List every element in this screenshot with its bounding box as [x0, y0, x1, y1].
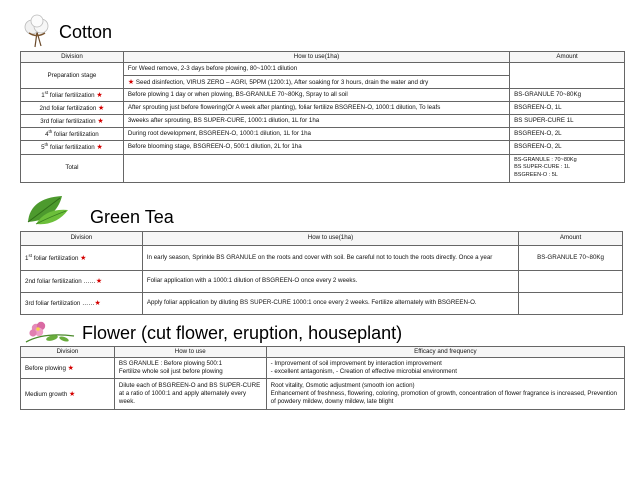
cotton-table — [20, 51, 625, 183]
star-icon: ★ — [96, 92, 103, 100]
tea-header-amount: Amount — [519, 232, 623, 246]
tea-table — [20, 231, 623, 315]
flower-table — [20, 346, 625, 410]
cotton-title: Cotton — [59, 22, 113, 42]
star-icon: ★ — [127, 78, 135, 86]
cotton-icon — [20, 14, 54, 48]
cotton-prep-line1: For Weed remove, 2-3 days before plowing, 80~100:1 dilution — [123, 63, 509, 76]
star-icon: ★ — [80, 254, 87, 262]
star-icon: ★ — [69, 390, 76, 398]
cotton-header-division: Division — [21, 52, 124, 63]
tea-leaf-icon — [22, 192, 70, 228]
total-row: Total BS-GRANULE : 70~80Kg BS SUPER-CURE : 1L BSGREEN-O : 5L — [21, 154, 625, 182]
table-row: 1st foliar fertilization ★ Before plowing 1 day or when plowing, BS-GRANULE 70~80Kg, Spray to all soil BS-GRANULE 70~80Kg — [21, 89, 625, 102]
table-row: 5th foliar fertilization ★ Before blooming stage, BSGREEN-O, 500:1 dilution, 2L for 1ha BSGREEN-O, 2L — [21, 141, 625, 154]
star-icon: ★ — [94, 299, 101, 307]
cotton-header-amount: Amount — [510, 52, 625, 63]
tea-title: Green Tea — [90, 207, 174, 227]
table-row: 2nd foliar fertilization ★ After sprouting just before flowering(Or A week after planting), foliar fertilize BSGREEN-O, 1000:1 dilution, To leafs BSGREEN-O, 1L — [21, 102, 625, 115]
cotton-prep-line2: ★ Seed disinfection, VIRUS ZERO – AGRI, 5PPM (1200:1), After soaking for 3 hours, drain the water and dry — [123, 76, 509, 89]
table-row: 2nd foliar fertilization ……★ Foliar application with a 1000:1 dilution of BSGREEN-O once every 2 weeks. — [21, 271, 623, 293]
star-icon: ★ — [67, 364, 74, 372]
star-icon: ★ — [97, 117, 104, 125]
star-icon: ★ — [96, 144, 103, 152]
table-row: 4th foliar fertilization During root development, BSGREEN-O, 1000:1 dilution, 1L for 1ha BSGREEN-O, 2L — [21, 128, 625, 141]
table-row: Medium growth ★ Dilute each of BSGREEN-O and BS SUPER-CURE at a ratio of 1000:1 and apply alternately every week. Root vitality, Osmotic adjustment (smooth ion action) Enhancement of freshness, flowering, coloring, promotion of growth, concentration of flower fragrance is increased, Prevention of powdery mildew, downy mildew, late blight — [21, 379, 625, 410]
star-icon: ★ — [95, 277, 103, 285]
star-icon: ★ — [98, 104, 105, 112]
table-row: 3rd foliar fertilization ★ 3weeks after sprouting, BS SUPER-CURE, 1000:1 dilution, 1L for 1ha BS SUPER-CURE 1L — [21, 115, 625, 128]
flower-header-how-to-use: How to use — [114, 347, 266, 358]
table-row: 3rd foliar fertilization ……★ Apply foliar application by diluting BS SUPER-CURE 1000:1 once every 2 weeks. Fertilize alternately with BSGREEN-O. — [21, 293, 623, 315]
tea-header-how-to-use: How to use(1ha) — [142, 232, 518, 246]
flower-header-efficacy: Efficacy and frequency — [266, 347, 624, 358]
flower-title: Flower (cut flower, eruption, houseplant) — [82, 323, 403, 343]
tea-header-division: Division — [21, 232, 143, 246]
table-row: Before plowing ★ BS GRANULE : Before plowing 500:1 Fertilize whole soil just before plowing - Improvement of soil improvement by interaction improvement - excellent antagonism, - Creation of effective microbial environment — [21, 358, 625, 379]
cotton-header-how-to-use: How to use(1ha) — [123, 52, 509, 63]
table-row: 1st foliar fertilization ★ In early season, Sprinkle BS GRANULE on the roots and cover with soil. Be careful not to touch the roots directly. Once a year BS-GRANULE 70~80Kg — [21, 246, 623, 271]
flower-icon — [22, 318, 80, 348]
cotton-prep-label: Preparation stage — [21, 63, 124, 89]
flower-header-division: Division — [21, 347, 115, 358]
